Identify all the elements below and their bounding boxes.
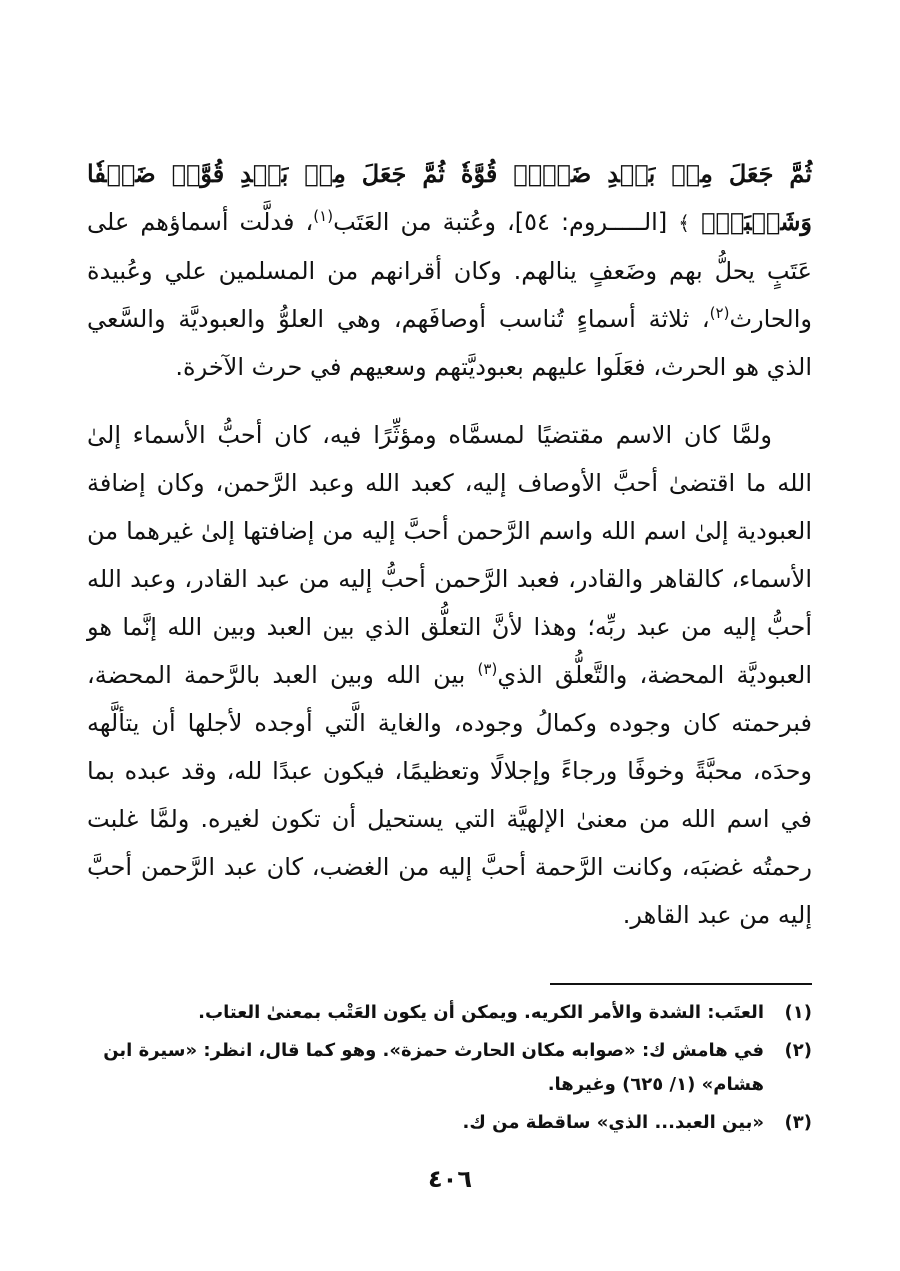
paragraph-1-part-a: وعُتبة من العَتَب <box>333 208 496 236</box>
footnote-item <box>87 1106 812 1140</box>
footnote-item <box>87 1034 812 1102</box>
footnote-divider <box>550 983 812 985</box>
footnote-ref-3[interactable]: (٣) <box>477 660 498 678</box>
footnote-number: (١) <box>784 1002 812 1023</box>
footnotes <box>87 996 812 1144</box>
footnote-text: في هامش ك: «صوابه مكان الحارث حمزة». وهو كما قال، انظر: «سيرة ابن هشام» (١/ ٦٢٥) وغيرها. <box>103 1040 764 1095</box>
footnote-ref-2[interactable]: (٢) <box>709 304 730 322</box>
paragraph-1-part-b: ، فدلَّت أسماؤهم على عَتَبٍ يحلُّ بهم وضَعفٍ ينالهم. وكان أقرانهم من المسلمين علي وعُبيدة والحارث <box>87 208 812 333</box>
footnote-item <box>87 996 812 1030</box>
main-text <box>87 150 812 939</box>
footnote-number: (٣) <box>784 1112 812 1133</box>
verse-close-ornament: ﴾ <box>678 211 690 235</box>
paragraph-2-part-a: ولمَّا كان الاسم مقتضيًا لمسمَّاه ومؤثِّرًا فيه، كان أحبُّ الأسماء إلىٰ الله ما اقتضىٰ أحبَّ الأوصاف إليه، كعبد الله وعبد الرَّحمن، وكان إضافة العبودية إلىٰ اسم الله واسم الرَّحمن أحبَّ إليه من إضافتها إلىٰ غيرهما من الأسماء، كالقاهر والقادر، فعبد الرَّحمن أحبُّ إليه من عبد القادر، وعبد الله أحبُّ إليه من عبد ربِّه؛ وهذا لأنَّ التعلُّق الذي بين العبد وبين الله إنَّما هو العبوديَّة المحضة، والتَّعلُّق الذي <box>87 421 812 689</box>
paragraph-2-part-b: بين الله وبين العبد بالرَّحمة المحضة، فبرحمته كان وجوده وكمالُ وجوده، والغاية الَّتي أوجده لأجلها أن يتألَّهه وحدَه، محبَّةً وخوفًا ورجاءً وإجلالًا وتعظيمًا، فيكون عبدًا لله، وقد عبده بما في اسم الله من معنىٰ الإلهيَّة التي يستحيل أن تكون لغيره. ولمَّا غلبت رحمتُه غضبَه، وكانت الرَّحمة أحبَّ إليه من الغضب، كان عبد الرَّحمن أحبَّ إليه من عبد القاهر. <box>87 661 812 929</box>
footnote-ref-1[interactable]: (١) <box>313 207 334 225</box>
paragraph-1 <box>87 150 812 391</box>
footnote-text: العتَب: الشدة والأمر الكريه. ويمكن أن يكون العَتْب بمعنىٰ العتاب. <box>198 1002 764 1023</box>
quran-verse: ثُمَّ جَعَلَ مِنۢ بَعۡدِ ضَعۡفٖ قُوَّةٗ ثُمَّ جَعَلَ مِنۢ بَعۡدِ قُوَّةٖ ضَعۡفٗا وَشَيۡبَةٗۚ <box>87 159 813 236</box>
verse-citation: [الـــــروم: ٥٤]، <box>507 208 668 236</box>
footnote-number: (٢) <box>784 1040 812 1061</box>
footnote-text: «بين العبد... الذي» ساقطة من ك. <box>462 1112 764 1133</box>
page-number: ٤٠٦ <box>428 1165 472 1193</box>
paragraph-1-part-c: ، ثلاثة أسماءٍ تُناسب أوصافَهم، وهي العلوُّ والعبوديَّة والسَّعي الذي هو الحرث، فعَلَوا عليهم بعبوديَّتهم وسعيهم في حرث الآخرة. <box>87 305 812 381</box>
paragraph-2 <box>87 411 812 939</box>
